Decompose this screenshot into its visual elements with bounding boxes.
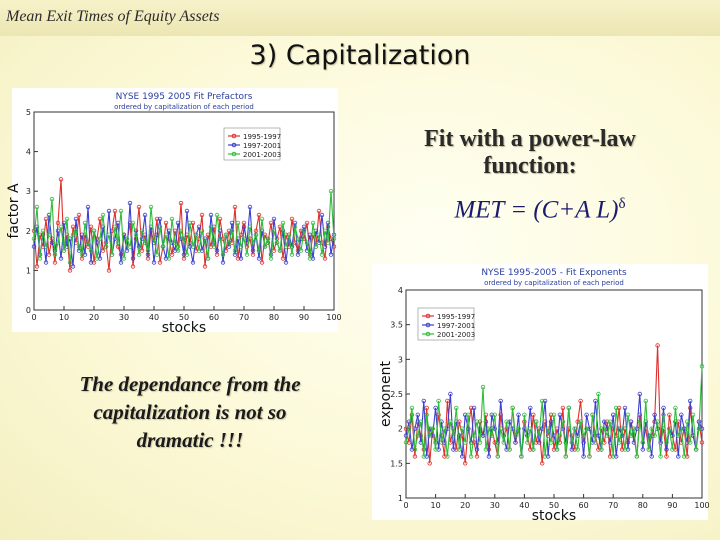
x-tick-label: 0 <box>31 313 37 322</box>
plot-frame <box>34 112 334 310</box>
prefactor-chart <box>6 88 342 336</box>
y-tick-label: 2 <box>397 424 403 434</box>
legend <box>224 128 281 160</box>
legend-label: 1995-1997 <box>243 133 282 141</box>
x-tick-label: 10 <box>58 313 70 322</box>
y-axis-label: factor A <box>6 183 22 239</box>
chart-title: NYSE 1995-2005 - Fit Exponents <box>481 268 627 278</box>
x-tick-label: 20 <box>88 313 100 322</box>
x-tick-label: 90 <box>667 501 678 510</box>
y-tick-label: 2.5 <box>390 390 403 399</box>
x-tick-label: 30 <box>118 313 130 322</box>
x-tick-label: 40 <box>148 313 160 322</box>
legend-label: 1997-2001 <box>243 142 282 150</box>
legend <box>418 308 475 340</box>
y-tick-label: 1 <box>397 494 403 503</box>
chart-title: NYSE 1995 2005 Fit Prefactors <box>115 92 253 102</box>
x-tick-label: 10 <box>430 501 441 510</box>
legend-label: 1997-2001 <box>437 322 476 330</box>
x-tick-label: 20 <box>460 501 471 510</box>
x-tick-label: 80 <box>268 313 280 322</box>
y-tick-label: 5 <box>25 108 31 117</box>
x-tick-label: 80 <box>637 501 648 510</box>
conclusion-caption: The dependance from the capitalization is not so dramatic !!! <box>79 372 301 452</box>
y-tick-label: 2 <box>25 226 31 236</box>
x-tick-label: 60 <box>578 501 589 510</box>
exponent-chart <box>372 264 710 524</box>
formula-text: MET = (C+A L) <box>454 196 619 224</box>
x-tick-label: 30 <box>489 501 500 510</box>
x-tick-label: 50 <box>548 501 560 510</box>
y-tick-label: 3.5 <box>390 320 403 330</box>
header-title: Mean Exit Times of Equity Assets <box>6 8 220 25</box>
y-tick-label: 4 <box>397 286 403 295</box>
x-tick-label: 60 <box>208 313 220 322</box>
legend-label: 2001-2003 <box>437 331 476 339</box>
x-tick-label: 40 <box>519 501 530 510</box>
x-tick-label: 100 <box>694 501 710 510</box>
formula-exponent: δ <box>618 196 626 212</box>
x-tick-label: 0 <box>403 501 409 510</box>
fit-description: Fit with a power-law function: <box>424 126 636 179</box>
x-tick-label: 100 <box>326 313 342 322</box>
formula <box>400 196 680 224</box>
x-tick-label: 50 <box>178 313 190 322</box>
y-axis-label: exponent <box>378 361 394 427</box>
y-tick-label: 3 <box>397 355 403 365</box>
slide-title: 3) Capitalization <box>249 40 471 71</box>
prefactor-chart-svg <box>6 88 342 336</box>
y-tick-label: 1 <box>25 266 31 276</box>
x-axis-label: stocks <box>531 508 577 524</box>
y-tick-label: 0 <box>25 306 31 315</box>
exponent-chart-svg <box>372 264 710 524</box>
chart-subtitle: ordered by capitalization of each period <box>484 279 624 287</box>
x-tick-label: 70 <box>608 501 619 510</box>
x-tick-label: 90 <box>298 313 310 322</box>
chart-subtitle: ordered by capitalization of each period <box>114 103 254 111</box>
y-tick-label: 4 <box>25 147 31 157</box>
y-tick-label: 3 <box>25 187 31 197</box>
x-axis-label: stocks <box>161 320 207 336</box>
legend-label: 2001-2003 <box>243 151 282 159</box>
y-tick-label: 1.5 <box>390 459 403 469</box>
legend-label: 1995-1997 <box>437 313 476 321</box>
x-tick-label: 70 <box>238 313 250 322</box>
